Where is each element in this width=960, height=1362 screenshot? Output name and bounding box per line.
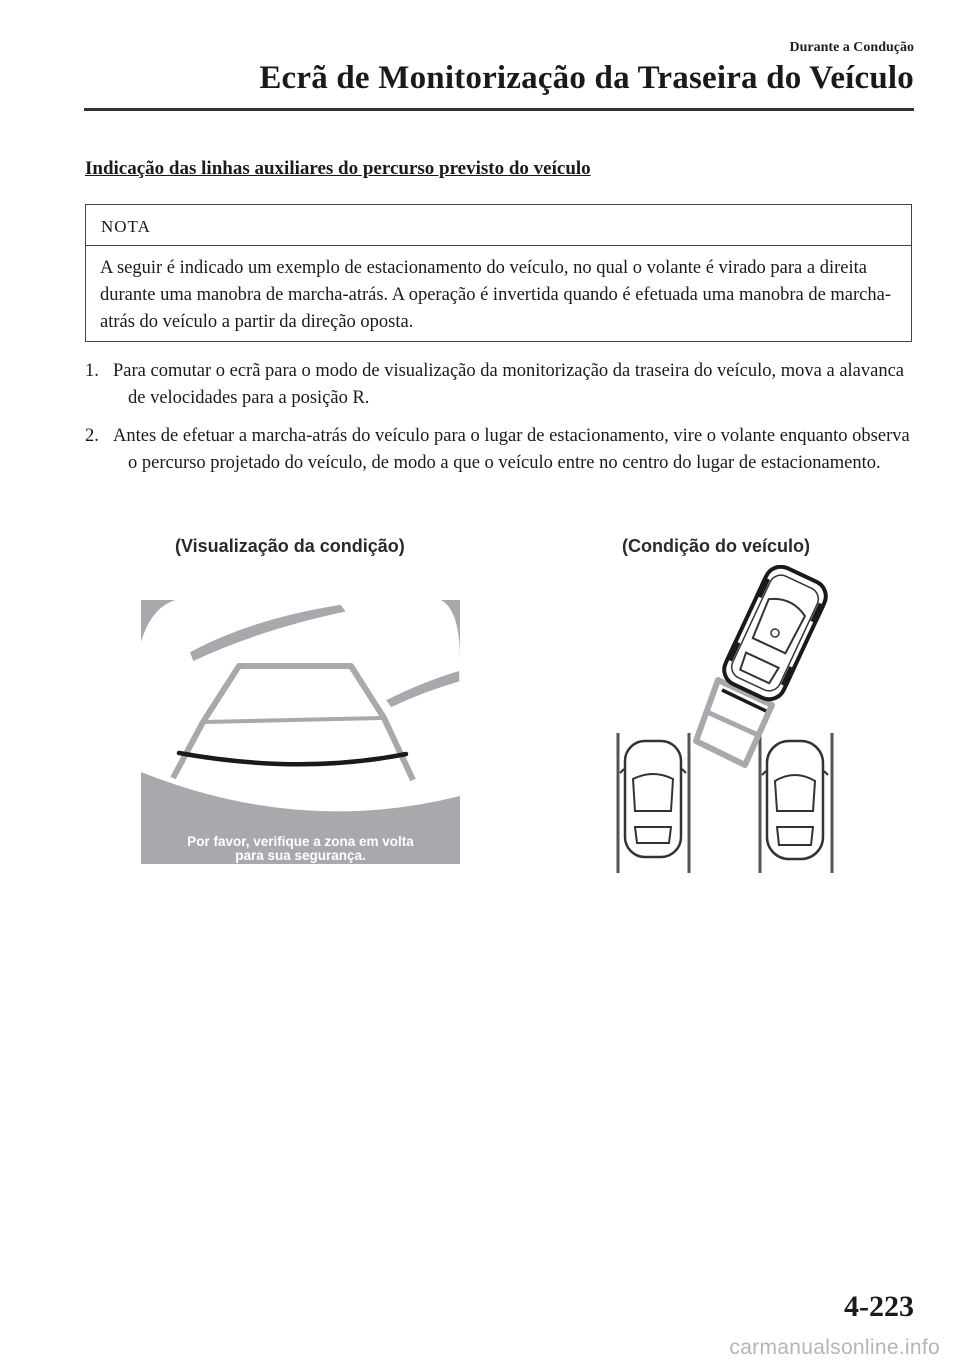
safety-warning-text: Por favor, verifique a zona em volta para sua segurança. (187, 834, 414, 863)
page-number: 4-223 (844, 1290, 914, 1323)
note-heading: NOTA (86, 205, 911, 246)
page-title: Ecrã de Monitorização da Traseira do Veículo (259, 60, 914, 96)
step-list (85, 358, 915, 488)
parked-car-left-icon (620, 741, 686, 857)
step-text: Antes de efetuar a marcha-atrás do veículo para o lugar de estacionamento, vire o volante enquanto observa o percurso projetado do veículo, de modo a que o veículo entre no centro do lugar de estacionamento. (113, 426, 910, 473)
step-item (85, 358, 915, 412)
step-number: 1. (85, 361, 99, 381)
reversing-car-icon (717, 565, 833, 705)
step-item (85, 423, 915, 477)
note-box (85, 204, 912, 342)
camera-view-illustration (141, 600, 460, 864)
figure-caption-left: (Visualização da condição) (175, 536, 405, 556)
watermark: carmanualsonline.info (729, 1336, 940, 1359)
parked-car-right-icon (762, 741, 828, 859)
step-number: 2. (85, 426, 99, 446)
step-text: Para comutar o ecrã para o modo de visualização da monitorização da traseira do veículo, mova a alavanca de velocidades para a posição R. (113, 361, 905, 408)
figure-caption-right: (Condição do veículo) (622, 536, 811, 556)
section-label: Durante a Condução (789, 40, 914, 55)
subheading: Indicação das linhas auxiliares do percurso previsto do veículo (85, 158, 591, 179)
title-rule (84, 108, 914, 111)
vehicle-condition-illustration (600, 565, 845, 880)
note-text: A seguir é indicado um exemplo de estacionamento do veículo, no qual o volante é virado para a direita durante uma manobra de marcha-atrás. A operação é invertida quando é efetuada uma manobra de marcha-atrás do veículo a partir da direção oposta. (100, 258, 892, 332)
